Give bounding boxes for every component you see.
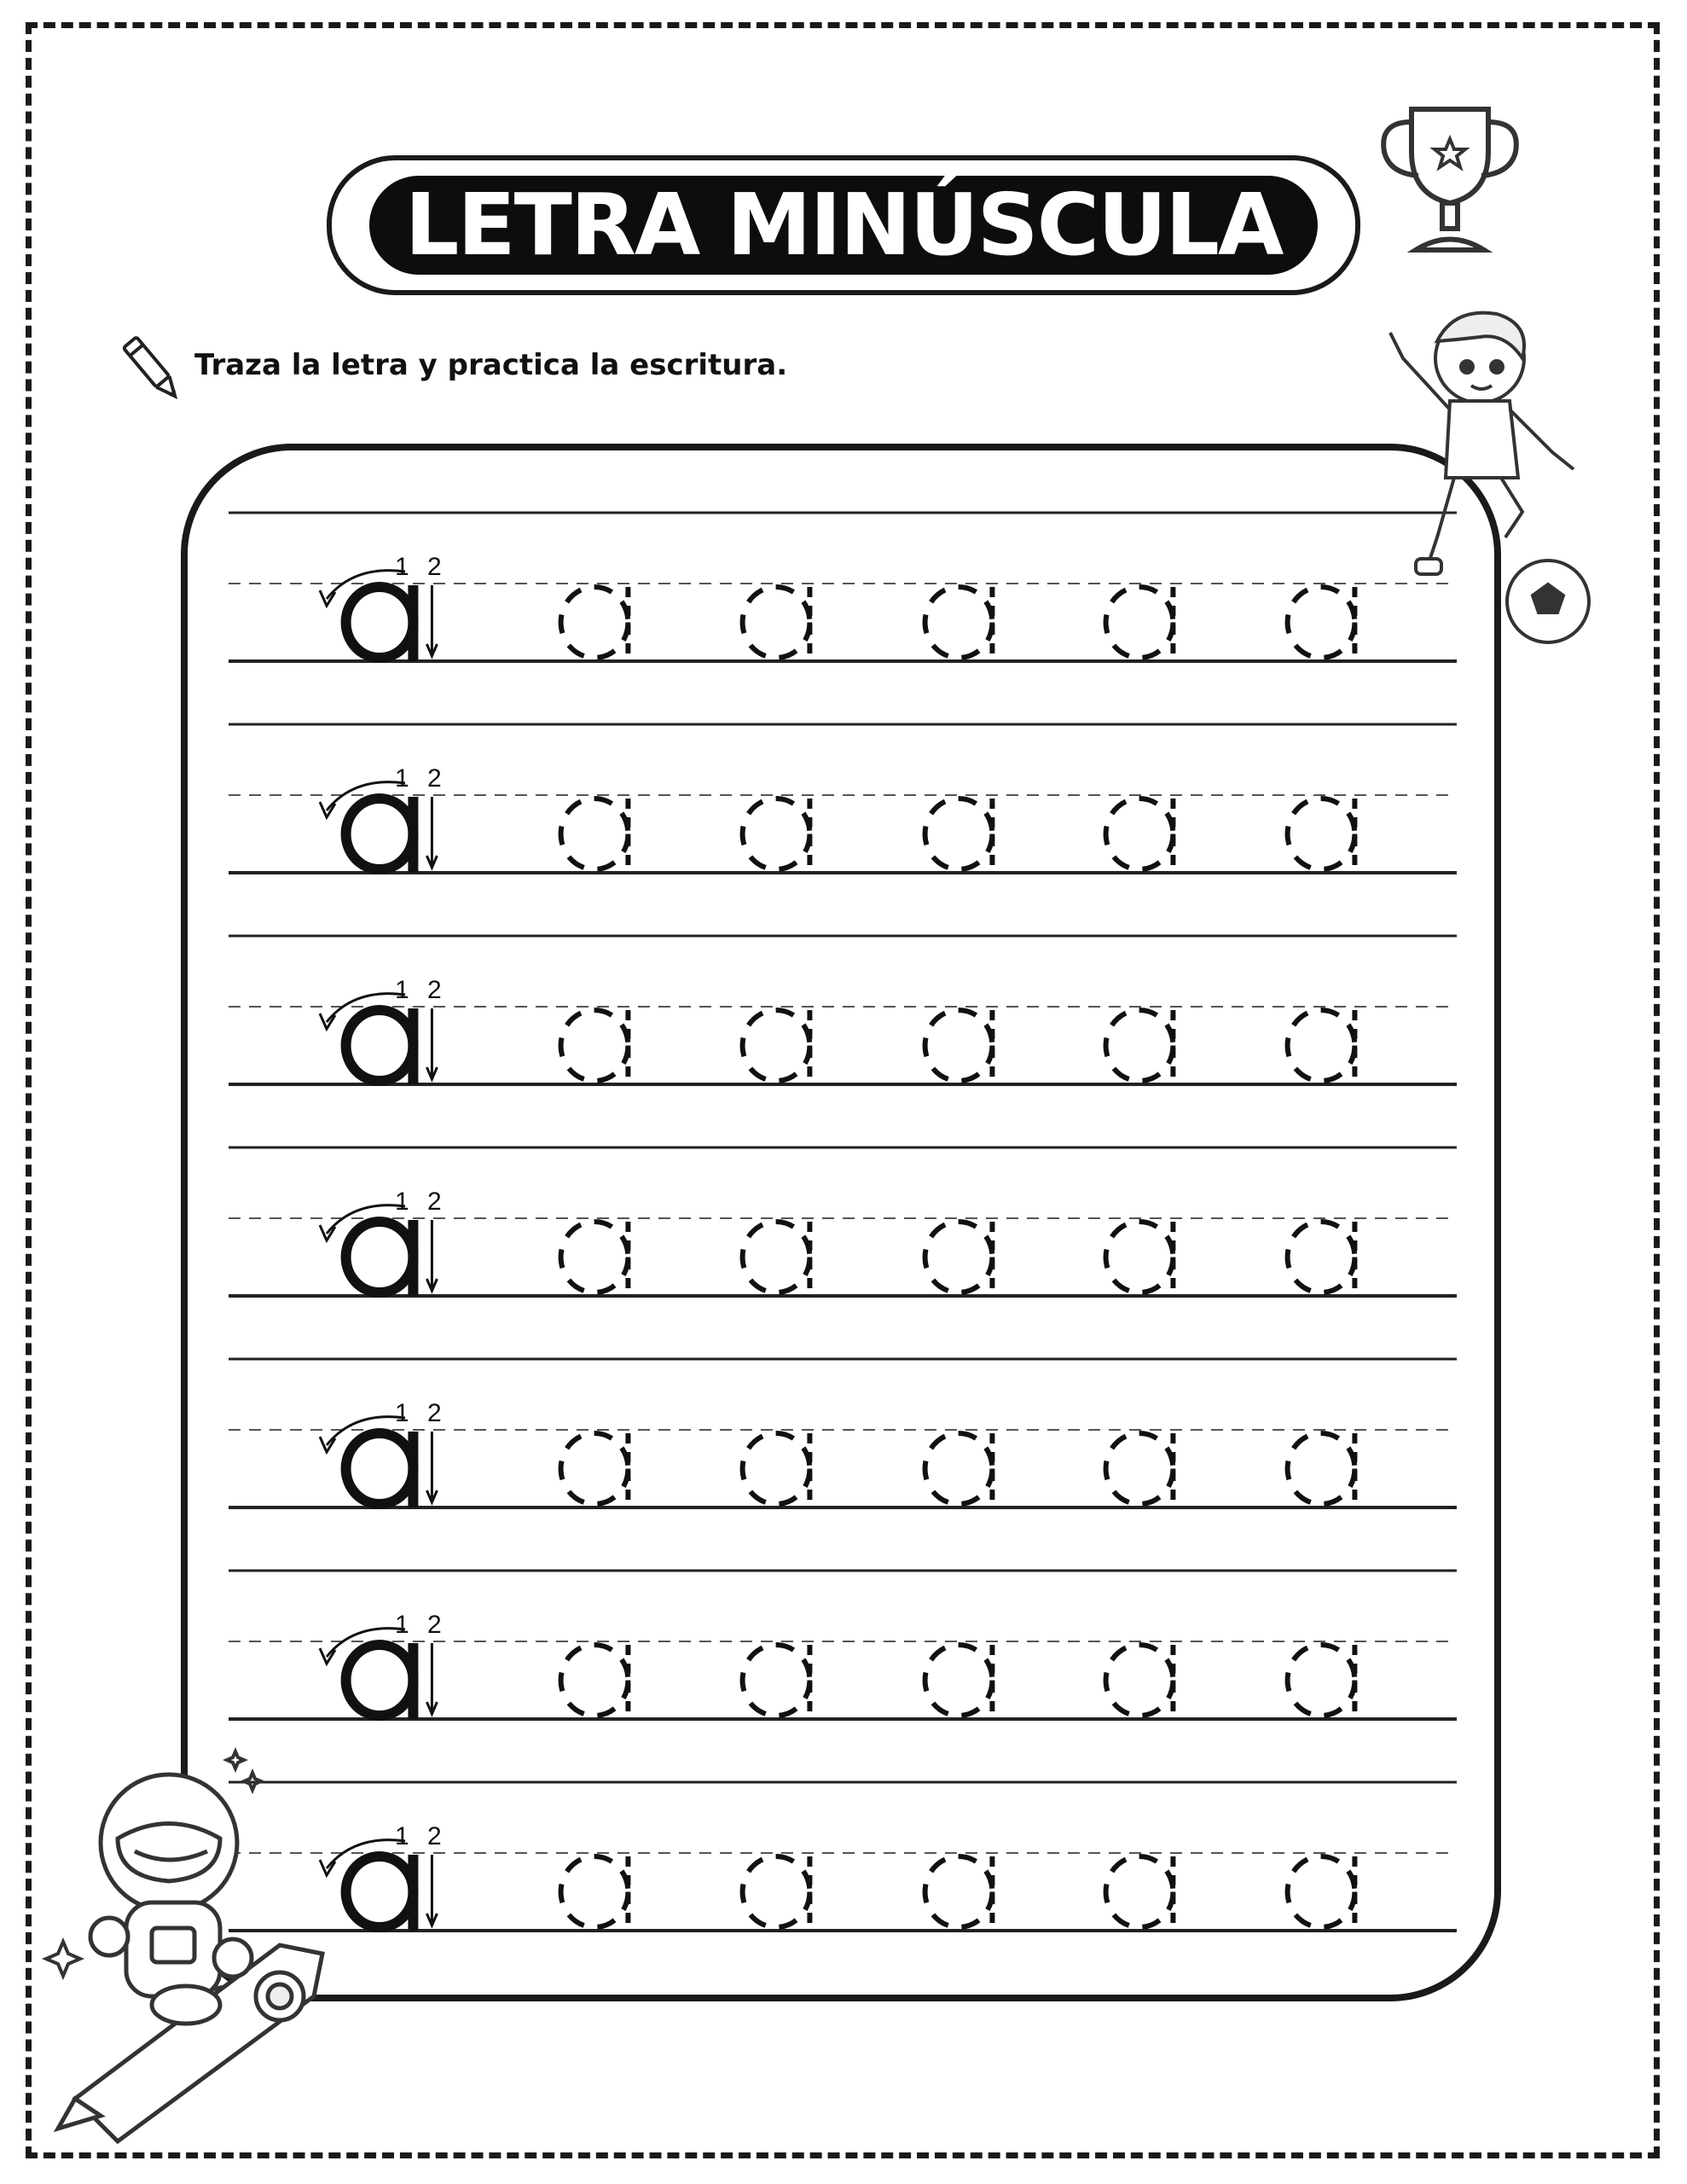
trace-letter-bowl — [1106, 587, 1174, 658]
trace-letter-bowl — [1106, 1222, 1174, 1292]
trace-letter-bowl — [925, 799, 993, 869]
trace-letter-bowl — [743, 799, 810, 869]
trace-letter-bowl — [743, 587, 810, 658]
trace-letter-bowl — [1288, 1645, 1355, 1716]
stroke-order-2: 2 — [427, 1188, 442, 1216]
model-letter-bowl — [346, 1222, 414, 1292]
trace-letter-bowl — [925, 1010, 993, 1081]
stroke-order-1: 1 — [395, 1822, 409, 1850]
stroke-order-2: 2 — [427, 1822, 442, 1850]
trace-letter-bowl — [561, 1010, 629, 1081]
trace-letter-bowl — [1288, 1433, 1355, 1504]
trace-letter-bowl — [925, 587, 993, 658]
trace-letter-bowl — [743, 1856, 810, 1927]
stroke-order-2: 2 — [427, 1611, 442, 1639]
trace-letter-bowl — [1106, 1856, 1174, 1927]
trace-letter-bowl — [561, 1645, 629, 1716]
trace-letter-bowl — [925, 1222, 993, 1292]
model-letter-bowl — [346, 799, 414, 869]
stroke-order-1: 1 — [395, 1399, 409, 1427]
stroke-order-2: 2 — [427, 976, 442, 1004]
trace-letter-bowl — [561, 1856, 629, 1927]
trace-letter-bowl — [1106, 1645, 1174, 1716]
trace-letter-bowl — [1288, 587, 1355, 658]
trace-letter-bowl — [925, 1433, 993, 1504]
trace-letter-bowl — [1106, 1433, 1174, 1504]
trace-letter-bowl — [743, 1222, 810, 1292]
trace-letter-bowl — [925, 1856, 993, 1927]
astronaut-rocket-illustration — [24, 1740, 382, 2150]
stroke-order-2: 2 — [427, 764, 442, 793]
stroke-order-1: 1 — [395, 764, 409, 793]
instruction-text: Traza la letra y practica la escritura. — [194, 348, 788, 382]
stroke-order-1: 1 — [395, 976, 409, 1004]
trace-letter-bowl — [1288, 1010, 1355, 1081]
stroke-order-1: 1 — [395, 553, 409, 581]
model-letter-bowl — [346, 1433, 414, 1504]
soccer-boy-illustration — [1377, 307, 1599, 648]
stroke-order-1: 1 — [395, 1611, 409, 1639]
trace-letter-bowl — [925, 1645, 993, 1716]
trace-letter-bowl — [1106, 799, 1174, 869]
trace-letter-bowl — [561, 587, 629, 658]
stroke-order-1: 1 — [395, 1188, 409, 1216]
model-letter-bowl — [346, 1010, 414, 1081]
stroke-order-2: 2 — [427, 1399, 442, 1427]
trophy-icon — [1369, 92, 1531, 263]
trace-letter-bowl — [743, 1433, 810, 1504]
model-letter-bowl — [346, 1645, 414, 1716]
stroke-order-2: 2 — [427, 553, 442, 581]
trace-letter-bowl — [743, 1645, 810, 1716]
trace-letter-bowl — [1106, 1010, 1174, 1081]
page-title: LETRA MINÚSCULA — [404, 175, 1283, 275]
trace-letter-bowl — [743, 1010, 810, 1081]
trace-letter-bowl — [561, 1433, 629, 1504]
trace-letter-bowl — [1288, 1222, 1355, 1292]
trace-letter-bowl — [1288, 799, 1355, 869]
trace-letter-bowl — [561, 1222, 629, 1292]
trace-letter-bowl — [1288, 1856, 1355, 1927]
trace-letter-bowl — [561, 799, 629, 869]
model-letter-bowl — [346, 587, 414, 658]
